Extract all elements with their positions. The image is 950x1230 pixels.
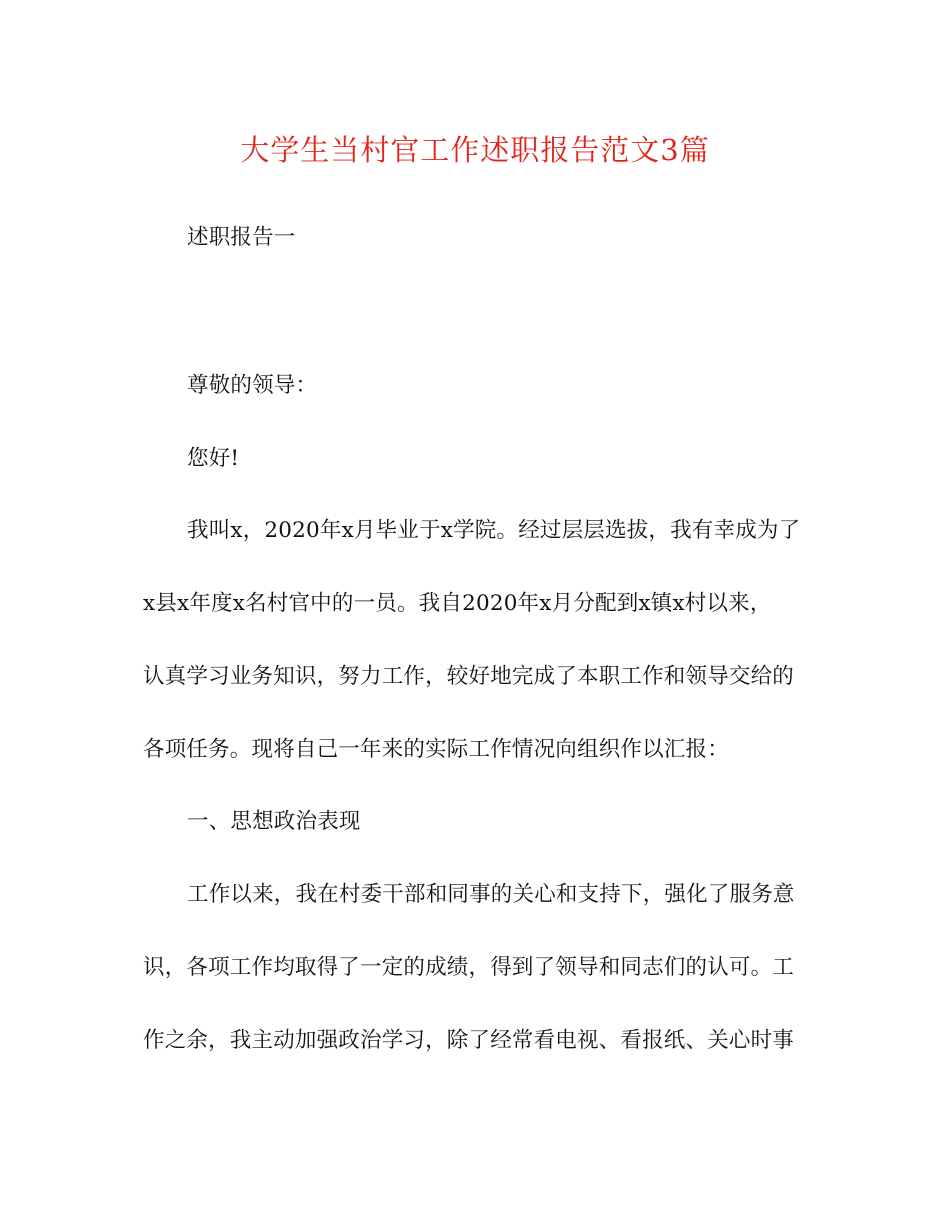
paragraph1-line: 我叫x，2020年x月毕业于x学院。经过层层选拔，我有幸成为了 — [187, 518, 801, 543]
paragraph1-line: 各项任务。现将自己一年来的实际工作情况向组织作以汇报： — [143, 737, 729, 762]
paragraph1-line: 认真学习业务知识，努力工作，较好地完成了本职工作和领导交给的 — [143, 664, 795, 689]
paragraph2-line: 工作以来，我在村委干部和同事的关心和支持下，强化了服务意 — [187, 882, 795, 907]
greeting: 您好! — [187, 446, 240, 471]
paragraph2-line: 识，各项工作均取得了一定的成绩，得到了领导和同志们的认可。工 — [143, 955, 795, 980]
salutation: 尊敬的领导： — [187, 373, 318, 398]
section-heading: 一、思想政治表现 — [187, 809, 361, 834]
paragraph1-line: x县x年度x名村官中的一员。我自2020年x月分配到x镇x村以来， — [143, 591, 772, 616]
section-label: 述职报告一 — [187, 225, 296, 250]
paragraph2-line: 作之余，我主动加强政治学习，除了经常看电视、看报纸、关心时事 — [143, 1028, 795, 1053]
document-title: 大学生当村官工作述职报告范文3篇 — [240, 133, 710, 167]
